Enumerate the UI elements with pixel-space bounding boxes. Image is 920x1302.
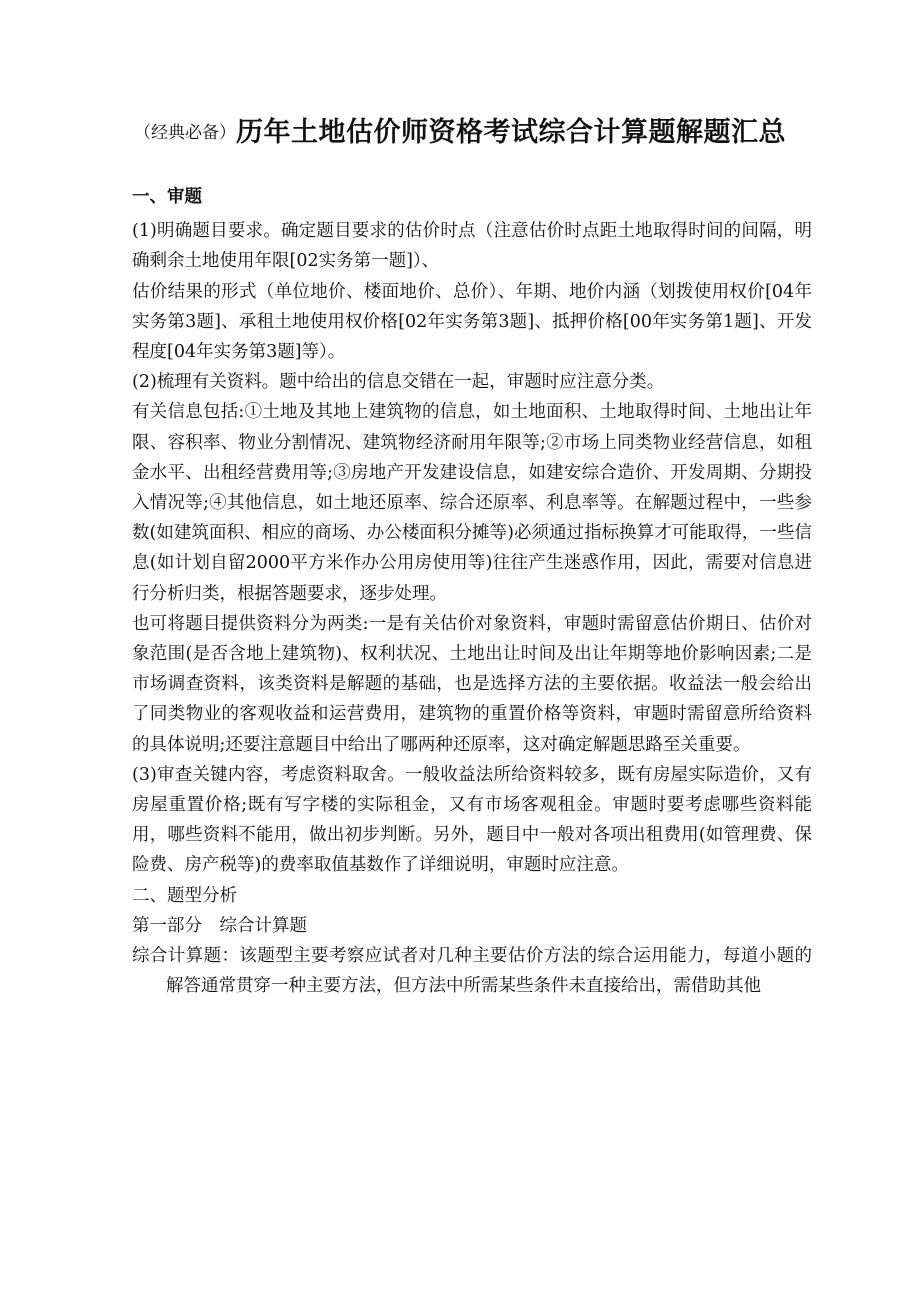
paragraph-4: 有关信息包括:①土地及其地上建筑物的信息，如土地面积、土地取得时间、土地出让年限、容积率、物业分割情况、建筑物经济耐用年限等;②市场上同类物业经营信息，如租金水平、出租经营费用等;③房地产开发建设信息，如建安综合造价、开发周期、分期投入情况等;④其他信息，如土地还原率、综合还原率、利息率等。在解题过程中，一些参数(如建筑面积、相应的商场、办公楼面积分摊等)必须通过指标换算才可能取得，一些信息(如计划自留2000平方米作办公用房使用等)往往产生迷惑作用，因此，需要对信息进行分析归类，根据答题要求，逐步处理。 xyxy=(132,402,812,604)
document-title xyxy=(0,110,920,149)
paragraph-3: (2)梳理有关资料。题中给出的信息交错在一起，审题时应注意分类。 xyxy=(132,372,665,393)
paragraph-1: (1)明确题目要求。确定题目要求的估价时点（注意估价时点距土地取得时间的间隔，明确剩余土地使用年限[02实务第一题]）、 xyxy=(132,221,812,272)
title-prefix: （经典必备） xyxy=(134,123,236,143)
part-heading-1: 第一部分 综合计算题 xyxy=(132,915,307,936)
paragraph-6: (3)审查关键内容，考虑资料取舍。一般收益法所给资料较多，既有房屋实际造价，又有房屋重置价格;既有写字楼的实际租金，又有市场客观租金。审题时要考虑哪些资料能用，哪些资料不能用，做出初步判断。另外，题目中一般对各项出租费用(如管理费、保险费、房产税等)的费率取值基数作了详细说明，审题时应注意。 xyxy=(132,764,812,876)
paragraph-2: 估价结果的形式（单位地价、楼面地价、总价）、年期、地价内涵（划拨使用权价[04年实务第3题]、承租土地使用权价格[02年实务第3题]、抵押价格[00年实务第1题]、开发程度[04年实务第3题]等）。 xyxy=(132,281,812,363)
section-heading-2: 二、题型分析 xyxy=(132,885,237,906)
title-main: 历年土地估价师资格考试综合计算题解题汇总 xyxy=(236,117,786,148)
paragraph-5: 也可将题目提供资料分为两类:一是有关估价对象资料，审题时需留意估价期日、估价对象范围(是否含地上建筑物)、权利状况、土地出让时间及出让年期等地价影响因素;二是市场调查资料，该类资料是解题的基础，也是选择方法的主要依据。收益法一般会给出了同类物业的客观收益和运营费用，建筑物的重置价格等资料，审题时需留意所给资料的具体说明;还要注意题目中给出了哪两种还原率，这对确定解题思路至关重要。 xyxy=(132,613,812,755)
section-heading-1: 一、审题 xyxy=(132,187,202,207)
paragraph-7: 综合计算题：该题型主要考察应试者对几种主要估价方法的综合运用能力，每道小题的解答通常贯穿一种主要方法，但方法中所需某些条件未直接给出，需借助其他 xyxy=(132,946,812,997)
document-body xyxy=(132,182,812,1001)
